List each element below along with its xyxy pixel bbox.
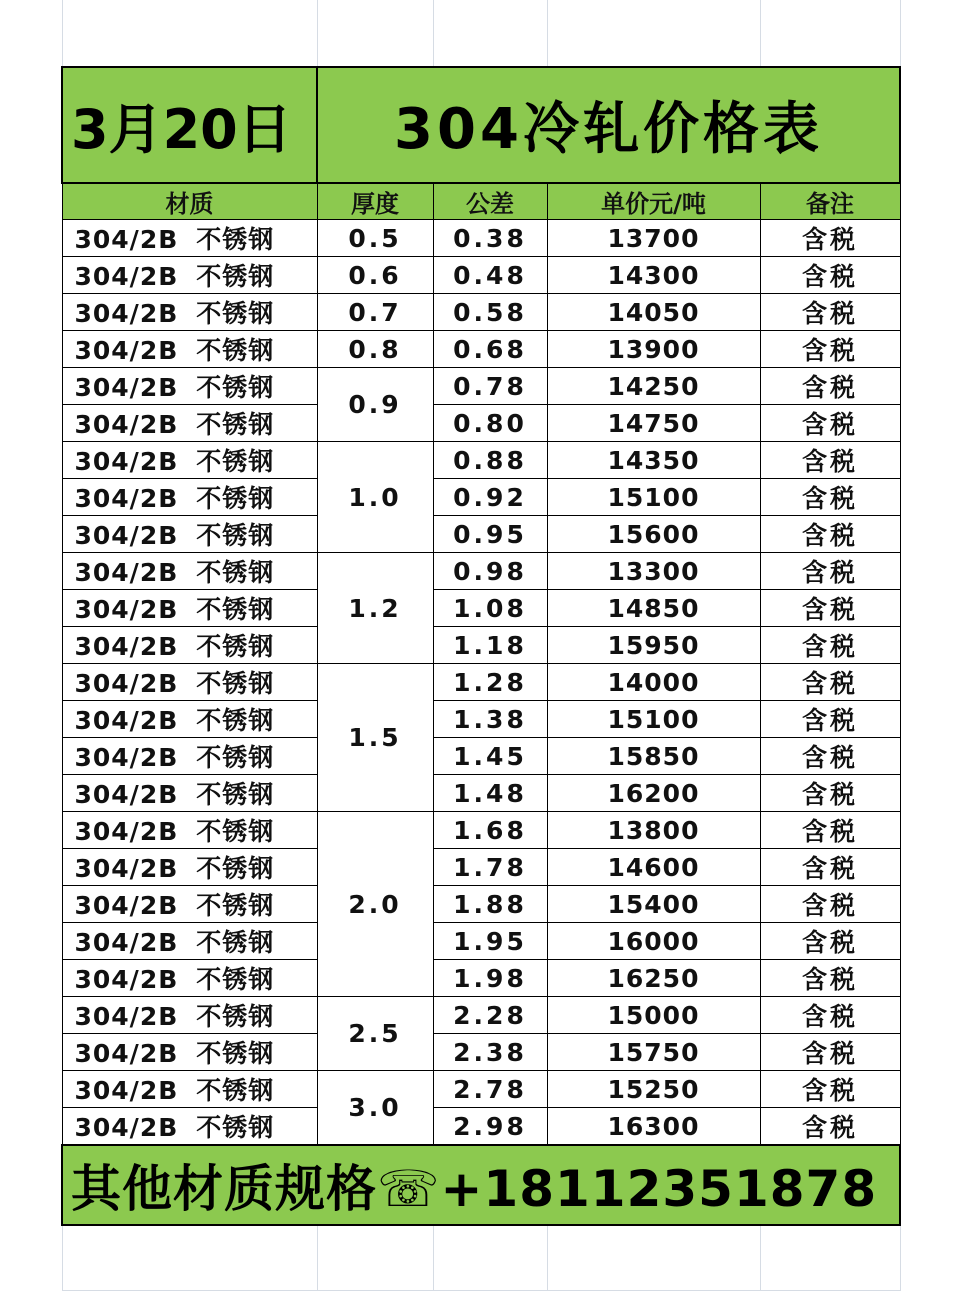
table-row bbox=[62, 479, 900, 516]
material-name: 不锈钢 bbox=[196, 1113, 275, 1142]
material-cell[interactable] bbox=[62, 516, 317, 553]
material-cell[interactable] bbox=[62, 331, 317, 368]
material-code: 304/2B bbox=[74, 447, 179, 476]
material-cell[interactable] bbox=[62, 775, 317, 812]
price-cell[interactable]: 15400 bbox=[547, 886, 760, 923]
material-code: 304/2B bbox=[74, 1002, 179, 1031]
price-cell[interactable]: 13800 bbox=[547, 812, 760, 849]
material-cell[interactable] bbox=[62, 960, 317, 997]
price-cell[interactable]: 14000 bbox=[547, 664, 760, 701]
material-code: 304/2B bbox=[74, 965, 179, 994]
tolerance-cell[interactable]: 0.95 bbox=[433, 516, 547, 553]
tolerance-cell[interactable]: 0.48 bbox=[433, 257, 547, 294]
material-code: 304/2B bbox=[74, 262, 179, 291]
tolerance-cell[interactable]: 0.98 bbox=[433, 553, 547, 590]
header-price[interactable]: 单价元/吨 bbox=[547, 183, 760, 220]
footer-text: 其他材质规格 bbox=[71, 1160, 377, 1218]
telephone-icon: ☏ bbox=[377, 1160, 441, 1218]
table-row bbox=[62, 220, 900, 257]
header-row bbox=[62, 183, 900, 220]
thickness-cell[interactable]: 0.9 bbox=[317, 368, 433, 442]
note-cell[interactable]: 含税 bbox=[760, 590, 900, 627]
note-cell[interactable]: 含税 bbox=[760, 775, 900, 812]
tolerance-cell[interactable]: 1.38 bbox=[433, 701, 547, 738]
note-cell[interactable]: 含税 bbox=[760, 923, 900, 960]
table-row bbox=[62, 553, 900, 590]
header-note[interactable]: 备注 bbox=[760, 183, 900, 220]
price-cell[interactable]: 13900 bbox=[547, 331, 760, 368]
tolerance-cell[interactable]: 1.98 bbox=[433, 960, 547, 997]
note-cell[interactable]: 含税 bbox=[760, 442, 900, 479]
price-cell[interactable]: 16200 bbox=[547, 775, 760, 812]
material-cell[interactable] bbox=[62, 220, 317, 257]
material-cell[interactable] bbox=[62, 257, 317, 294]
price-cell[interactable]: 14350 bbox=[547, 442, 760, 479]
table-row bbox=[62, 442, 900, 479]
material-cell[interactable] bbox=[62, 738, 317, 775]
material-code: 304/2B bbox=[74, 299, 179, 328]
note-cell[interactable]: 含税 bbox=[760, 331, 900, 368]
tolerance-cell[interactable]: 2.28 bbox=[433, 997, 547, 1034]
phone-number: +18112351878 bbox=[440, 1160, 878, 1218]
material-cell[interactable] bbox=[62, 701, 317, 738]
title-row bbox=[62, 67, 900, 183]
note-cell[interactable]: 含税 bbox=[760, 516, 900, 553]
material-code: 304/2B bbox=[74, 891, 179, 920]
table-row bbox=[62, 923, 900, 960]
material-cell[interactable] bbox=[62, 368, 317, 405]
material-code: 304/2B bbox=[74, 1039, 179, 1068]
material-cell[interactable] bbox=[62, 849, 317, 886]
footer-cell[interactable] bbox=[62, 1145, 900, 1225]
material-name: 不锈钢 bbox=[196, 447, 275, 476]
blank-row-bottom bbox=[62, 1225, 900, 1291]
table-row bbox=[62, 1071, 900, 1108]
note-cell[interactable]: 含税 bbox=[760, 257, 900, 294]
material-code: 304/2B bbox=[74, 780, 179, 809]
thickness-cell[interactable]: 2.5 bbox=[317, 997, 433, 1071]
material-code: 304/2B bbox=[74, 854, 179, 883]
table-row bbox=[62, 590, 900, 627]
table-row bbox=[62, 257, 900, 294]
thickness-cell[interactable]: 2.0 bbox=[317, 812, 433, 997]
material-name: 不锈钢 bbox=[196, 521, 275, 550]
tolerance-cell[interactable]: 1.08 bbox=[433, 590, 547, 627]
material-code: 304/2B bbox=[74, 558, 179, 587]
thickness-cell[interactable]: 0.7 bbox=[317, 294, 433, 331]
price-cell[interactable]: 14600 bbox=[547, 849, 760, 886]
price-cell[interactable]: 13300 bbox=[547, 553, 760, 590]
note-cell[interactable]: 含税 bbox=[760, 1071, 900, 1108]
material-name: 不锈钢 bbox=[196, 299, 275, 328]
price-cell[interactable]: 15250 bbox=[547, 1071, 760, 1108]
table-row bbox=[62, 1108, 900, 1146]
material-code: 304/2B bbox=[74, 595, 179, 624]
header-thickness[interactable]: 厚度 bbox=[317, 183, 433, 220]
date-cell[interactable]: 3月20日 bbox=[62, 67, 317, 183]
material-code: 304/2B bbox=[74, 706, 179, 735]
tolerance-cell[interactable]: 2.78 bbox=[433, 1071, 547, 1108]
footer-row bbox=[62, 1145, 900, 1225]
table-row bbox=[62, 849, 900, 886]
tolerance-cell[interactable]: 1.68 bbox=[433, 812, 547, 849]
material-cell[interactable] bbox=[62, 1108, 317, 1146]
note-cell[interactable]: 含税 bbox=[760, 368, 900, 405]
material-name: 不锈钢 bbox=[196, 1076, 275, 1105]
price-cell[interactable]: 15100 bbox=[547, 701, 760, 738]
tolerance-cell[interactable]: 1.45 bbox=[433, 738, 547, 775]
material-cell[interactable] bbox=[62, 1071, 317, 1108]
note-cell[interactable]: 含税 bbox=[760, 294, 900, 331]
tolerance-cell[interactable]: 0.38 bbox=[433, 220, 547, 257]
material-code: 304/2B bbox=[74, 521, 179, 550]
material-name: 不锈钢 bbox=[196, 706, 275, 735]
material-code: 304/2B bbox=[74, 817, 179, 846]
tolerance-cell[interactable]: 0.80 bbox=[433, 405, 547, 442]
table-row bbox=[62, 368, 900, 405]
material-name: 不锈钢 bbox=[196, 743, 275, 772]
material-code: 304/2B bbox=[74, 225, 179, 254]
thickness-cell[interactable]: 0.6 bbox=[317, 257, 433, 294]
tolerance-cell[interactable]: 1.18 bbox=[433, 627, 547, 664]
material-code: 304/2B bbox=[74, 1076, 179, 1105]
price-cell[interactable]: 13700 bbox=[547, 220, 760, 257]
material-name: 不锈钢 bbox=[196, 891, 275, 920]
header-material[interactable]: 材质 bbox=[62, 183, 317, 220]
price-table bbox=[61, 0, 901, 1291]
material-cell[interactable] bbox=[62, 664, 317, 701]
material-cell[interactable] bbox=[62, 812, 317, 849]
material-name: 不锈钢 bbox=[196, 410, 275, 439]
material-name: 不锈钢 bbox=[196, 965, 275, 994]
material-code: 304/2B bbox=[74, 743, 179, 772]
note-cell[interactable]: 含税 bbox=[760, 664, 900, 701]
note-cell[interactable]: 含税 bbox=[760, 849, 900, 886]
tolerance-cell[interactable]: 0.88 bbox=[433, 442, 547, 479]
tolerance-cell[interactable]: 1.28 bbox=[433, 664, 547, 701]
material-name: 不锈钢 bbox=[196, 484, 275, 513]
note-cell[interactable]: 含税 bbox=[760, 960, 900, 997]
tolerance-cell[interactable]: 0.58 bbox=[433, 294, 547, 331]
table-row bbox=[62, 405, 900, 442]
table-row bbox=[62, 331, 900, 368]
note-cell[interactable]: 含税 bbox=[760, 1034, 900, 1071]
thickness-cell[interactable]: 3.0 bbox=[317, 1071, 433, 1146]
price-cell[interactable]: 15000 bbox=[547, 997, 760, 1034]
table-row bbox=[62, 1034, 900, 1071]
price-cell[interactable]: 14750 bbox=[547, 405, 760, 442]
table-row bbox=[62, 627, 900, 664]
material-name: 不锈钢 bbox=[196, 669, 275, 698]
tolerance-cell[interactable]: 1.88 bbox=[433, 886, 547, 923]
tolerance-cell[interactable]: 0.78 bbox=[433, 368, 547, 405]
table-row bbox=[62, 294, 900, 331]
thickness-cell[interactable]: 1.0 bbox=[317, 442, 433, 553]
tolerance-cell[interactable]: 2.98 bbox=[433, 1108, 547, 1146]
note-cell[interactable]: 含税 bbox=[760, 553, 900, 590]
material-name: 不锈钢 bbox=[196, 817, 275, 846]
thickness-cell[interactable]: 0.5 bbox=[317, 220, 433, 257]
material-name: 不锈钢 bbox=[196, 262, 275, 291]
note-cell[interactable]: 含税 bbox=[760, 701, 900, 738]
material-cell[interactable] bbox=[62, 886, 317, 923]
thickness-cell[interactable]: 1.5 bbox=[317, 664, 433, 812]
table-row bbox=[62, 738, 900, 775]
tolerance-cell[interactable]: 0.92 bbox=[433, 479, 547, 516]
price-cell[interactable]: 14050 bbox=[547, 294, 760, 331]
tolerance-cell[interactable]: 1.48 bbox=[433, 775, 547, 812]
material-code: 304/2B bbox=[74, 484, 179, 513]
table-row bbox=[62, 812, 900, 849]
thickness-cell[interactable]: 1.2 bbox=[317, 553, 433, 664]
material-name: 不锈钢 bbox=[196, 558, 275, 587]
material-code: 304/2B bbox=[74, 1113, 179, 1142]
material-name: 不锈钢 bbox=[196, 595, 275, 624]
material-name: 不锈钢 bbox=[196, 336, 275, 365]
price-cell[interactable]: 14250 bbox=[547, 368, 760, 405]
material-name: 不锈钢 bbox=[196, 632, 275, 661]
material-cell[interactable] bbox=[62, 479, 317, 516]
table-row bbox=[62, 960, 900, 997]
price-cell[interactable]: 15950 bbox=[547, 627, 760, 664]
material-cell[interactable] bbox=[62, 294, 317, 331]
material-name: 不锈钢 bbox=[196, 780, 275, 809]
material-code: 304/2B bbox=[74, 336, 179, 365]
material-name: 不锈钢 bbox=[196, 854, 275, 883]
material-name: 不锈钢 bbox=[196, 225, 275, 254]
price-cell[interactable]: 15850 bbox=[547, 738, 760, 775]
material-code: 304/2B bbox=[74, 669, 179, 698]
note-cell[interactable]: 含税 bbox=[760, 220, 900, 257]
table-row bbox=[62, 664, 900, 701]
material-name: 不锈钢 bbox=[196, 1002, 275, 1031]
tolerance-cell[interactable]: 0.68 bbox=[433, 331, 547, 368]
price-cell[interactable]: 14300 bbox=[547, 257, 760, 294]
price-cell[interactable]: 15600 bbox=[547, 516, 760, 553]
material-cell[interactable] bbox=[62, 627, 317, 664]
material-name: 不锈钢 bbox=[196, 1039, 275, 1068]
note-cell[interactable]: 含税 bbox=[760, 812, 900, 849]
tolerance-cell[interactable]: 1.78 bbox=[433, 849, 547, 886]
material-cell[interactable] bbox=[62, 997, 317, 1034]
header-tolerance[interactable]: 公差 bbox=[433, 183, 547, 220]
note-cell[interactable]: 含税 bbox=[760, 738, 900, 775]
material-code: 304/2B bbox=[74, 632, 179, 661]
price-cell[interactable]: 16250 bbox=[547, 960, 760, 997]
material-code: 304/2B bbox=[74, 928, 179, 957]
table-row bbox=[62, 775, 900, 812]
material-cell[interactable] bbox=[62, 923, 317, 960]
material-cell[interactable] bbox=[62, 442, 317, 479]
note-cell[interactable]: 含税 bbox=[760, 627, 900, 664]
table-row bbox=[62, 886, 900, 923]
note-cell[interactable]: 含税 bbox=[760, 479, 900, 516]
material-cell[interactable] bbox=[62, 405, 317, 442]
note-cell[interactable]: 含税 bbox=[760, 405, 900, 442]
note-cell[interactable]: 含税 bbox=[760, 997, 900, 1034]
material-cell[interactable] bbox=[62, 1034, 317, 1071]
note-cell[interactable]: 含税 bbox=[760, 1108, 900, 1146]
price-cell[interactable]: 15100 bbox=[547, 479, 760, 516]
price-cell[interactable]: 16000 bbox=[547, 923, 760, 960]
tolerance-cell[interactable]: 2.38 bbox=[433, 1034, 547, 1071]
thickness-cell[interactable]: 0.8 bbox=[317, 331, 433, 368]
table-row bbox=[62, 701, 900, 738]
note-cell[interactable]: 含税 bbox=[760, 886, 900, 923]
material-code: 304/2B bbox=[74, 373, 179, 402]
material-name: 不锈钢 bbox=[196, 373, 275, 402]
blank-row-top bbox=[62, 0, 900, 67]
material-code: 304/2B bbox=[74, 410, 179, 439]
table-row bbox=[62, 997, 900, 1034]
table-title[interactable]: 304冷轧价格表 bbox=[317, 67, 900, 183]
price-cell[interactable]: 14850 bbox=[547, 590, 760, 627]
material-cell[interactable] bbox=[62, 590, 317, 627]
material-cell[interactable] bbox=[62, 553, 317, 590]
tolerance-cell[interactable]: 1.95 bbox=[433, 923, 547, 960]
price-cell[interactable]: 16300 bbox=[547, 1108, 760, 1146]
material-name: 不锈钢 bbox=[196, 928, 275, 957]
price-cell[interactable]: 15750 bbox=[547, 1034, 760, 1071]
table-row bbox=[62, 516, 900, 553]
